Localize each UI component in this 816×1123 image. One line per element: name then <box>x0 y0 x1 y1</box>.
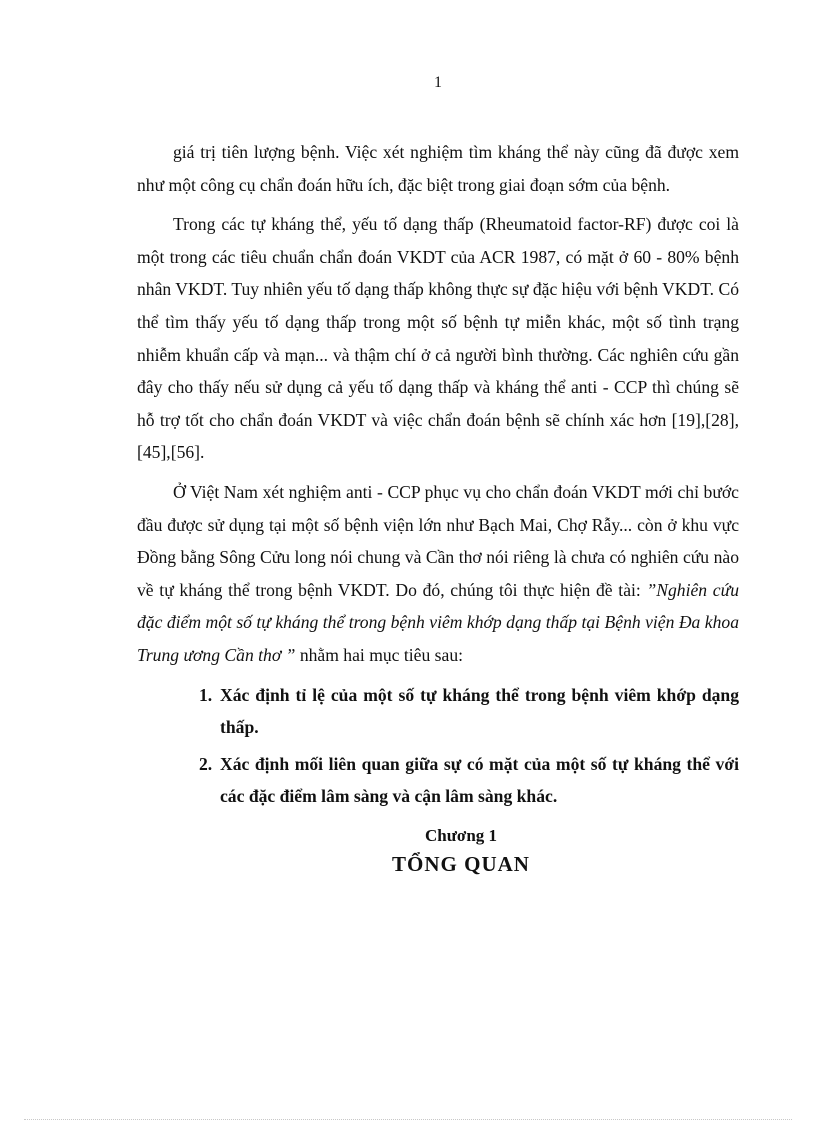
objective-text: Xác định tỉ lệ của một số tự kháng thể trong bệnh viêm khớp dạng thấp. <box>220 684 739 738</box>
objective-number: 2. <box>199 753 213 774</box>
page-bottom-divider <box>24 1119 792 1120</box>
chapter-title: TỔNG QUAN <box>392 851 530 876</box>
chapter-label: Chương 1 <box>424 825 498 845</box>
objective-item <box>137 748 739 813</box>
objective-number: 1. <box>199 684 213 705</box>
paragraph-prognostic-value: giá trị tiên lượng bệnh. Việc xét nghiệm tìm kháng thể này cũng đã được xem như một công cụ chẩn đoán hữu ích, đặc biệt trong giai đoạn sớm của bệnh. <box>137 142 739 195</box>
paragraph-study-rationale <box>137 476 739 672</box>
page-number: 1 <box>434 74 442 91</box>
objective-item <box>137 679 739 744</box>
objectives-list <box>137 679 739 813</box>
document-body <box>137 136 739 879</box>
paragraph-study-rationale-text: Ở Việt Nam xét nghiệm anti - CCP phục vụ cho chẩn đoán VKDT mới chỉ bước đầu được sử dụng tại một số bệnh viện lớn như Bạch Mai, Chợ Rẫy... còn ở khu vực Đồng bằng Sông Cửu long nói chung và Cần thơ nói riêng là chưa có nghiên cứu nào về tự kháng thể trong bệnh VKDT. Do đó, chúng tôi thực hiện đề tài: <box>137 481 739 600</box>
objective-text: Xác định mối liên quan giữa sự có mặt của một số tự kháng thể với các đặc điểm lâm sàng và cận lâm sàng khác. <box>220 753 739 807</box>
paragraph-study-rationale-ending: nhằm hai mục tiêu sau: <box>295 644 464 665</box>
study-title: ”Nghiên cứu đặc điểm một số tự kháng thể trong bệnh viêm khớp dạng thấp tại Bệnh viện Đa khoa Trung ương Cần thơ ” <box>137 579 739 665</box>
paragraph-rheumatoid-factor: Trong các tự kháng thể, yếu tố dạng thấp (Rheumatoid factor-RF) được coi là một trong các tiêu chuẩn chẩn đoán VKDT của ACR 1987, có mặt ở 60 - 80% bệnh nhân VKDT. Tuy nhiên yếu tố dạng thấp không thực sự đặc hiệu với bệnh VKDT. Có thể tìm thấy yếu tố dạng thấp trong một số bệnh tự miễn khác, một số tình trạng nhiễm khuẩn cấp và mạn... và thậm chí ở cả người bình thường. Các nghiên cứu gần đây cho thấy nếu sử dụng cả yếu tố dạng thấp và kháng thể anti - CCP thì chúng sẽ hỗ trợ tốt cho chẩn đoán VKDT và việc chẩn đoán bệnh sẽ chính xác hơn [19],[28],[45],[56]. <box>137 214 739 463</box>
